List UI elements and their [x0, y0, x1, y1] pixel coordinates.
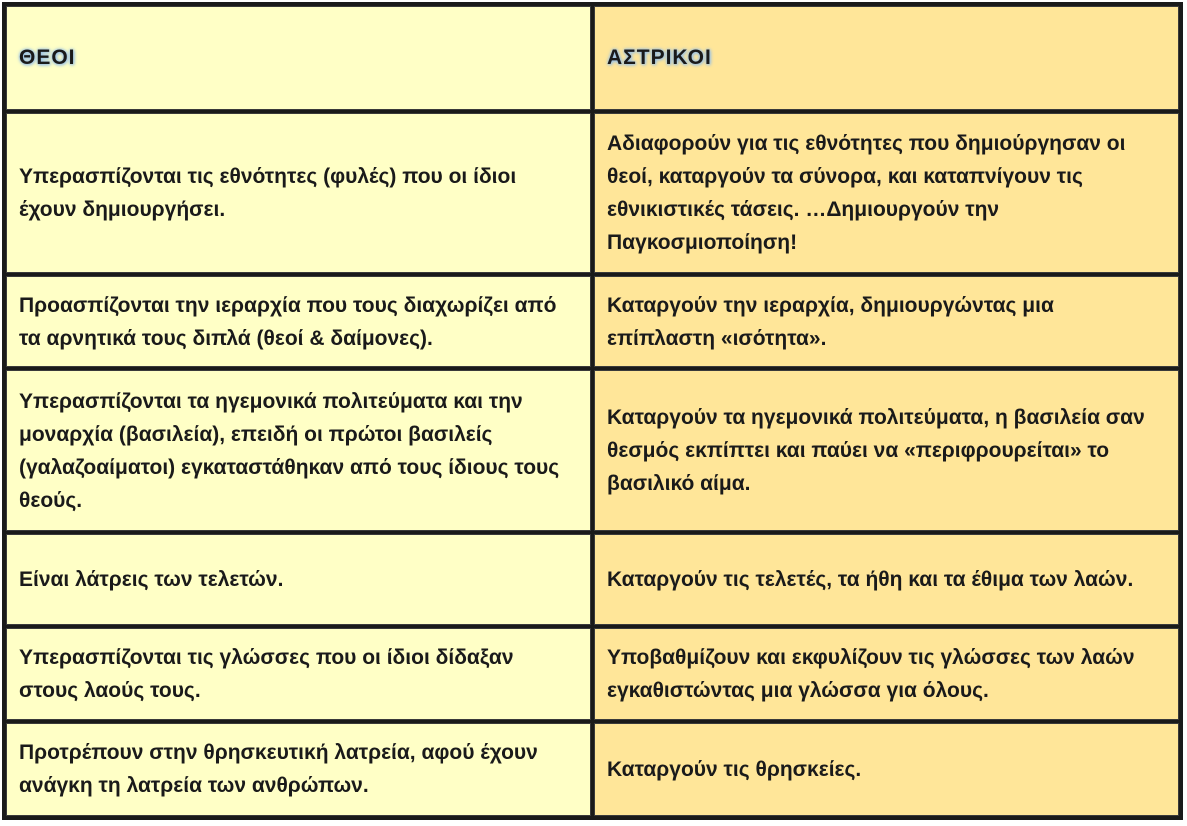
table-row — [6, 113, 1179, 273]
table-row — [6, 534, 1179, 625]
cell-astral: Υποβαθμίζουν και εκφυλίζουν τις γλώσσες των λαών εγκαθιστώντας μια γλώσσα για όλους. — [594, 628, 1179, 719]
cell-gods: Είναι λάτρεις των τελετών. — [6, 534, 591, 625]
cell-astral: Καταργούν την ιεραρχία, δημιουργώντας μια επίπλαστη «ισότητα». — [594, 276, 1179, 367]
cell-gods: Προασπίζονται την ιεραρχία που τους διαχωρίζει από τα αρνητικά τους διπλά (θεοί & δαίμονες). — [6, 276, 591, 367]
cell-astral: Καταργούν τις θρησκείες. — [594, 723, 1179, 816]
comparison-table — [3, 3, 1182, 819]
cell-gods: Υπερασπίζονται τα ηγεμονικά πολιτεύματα και την μοναρχία (βασιλεία), επειδή οι πρώτοι βασιλείς (γαλαζοαίματοι) εγκαταστάθηκαν από τους ίδιους τους θεούς. — [6, 370, 591, 530]
table-row — [6, 276, 1179, 367]
table-row — [6, 723, 1179, 816]
header-row — [6, 6, 1179, 110]
cell-astral: Αδιαφορούν για τις εθνότητες που δημιούργησαν οι θεοί, καταργούν τα σύνορα, και καταπνίγουν τις εθνικιστικές τάσεις. …Δημιουργούν την Παγκοσμιοποίηση! — [594, 113, 1179, 273]
table-row — [6, 370, 1179, 530]
comparison-table-frame — [2, 2, 1183, 820]
cell-gods: Προτρέπουν στην θρησκευτική λατρεία, αφού έχουν ανάγκη τη λατρεία των ανθρώπων. — [6, 723, 591, 816]
cell-astral: Καταργούν τα ηγεμονικά πολιτεύματα, η βασιλεία σαν θεσμός εκπίπτει και παύει να «περιφρουρείται» το βασιλικό αίμα. — [594, 370, 1179, 530]
table-row — [6, 628, 1179, 719]
cell-gods: Υπερασπίζονται τις γλώσσες που οι ίδιοι δίδαξαν στους λαούς τους. — [6, 628, 591, 719]
header-astral: ΑΣΤΡΙΚΟΙ — [594, 6, 1179, 110]
header-gods: ΘΕΟΙ — [6, 6, 591, 110]
cell-gods: Υπερασπίζονται τις εθνότητες (φυλές) που οι ίδιοι έχουν δημιουργήσει. — [6, 113, 591, 273]
cell-astral: Καταργούν τις τελετές, τα ήθη και τα έθιμα των λαών. — [594, 534, 1179, 625]
